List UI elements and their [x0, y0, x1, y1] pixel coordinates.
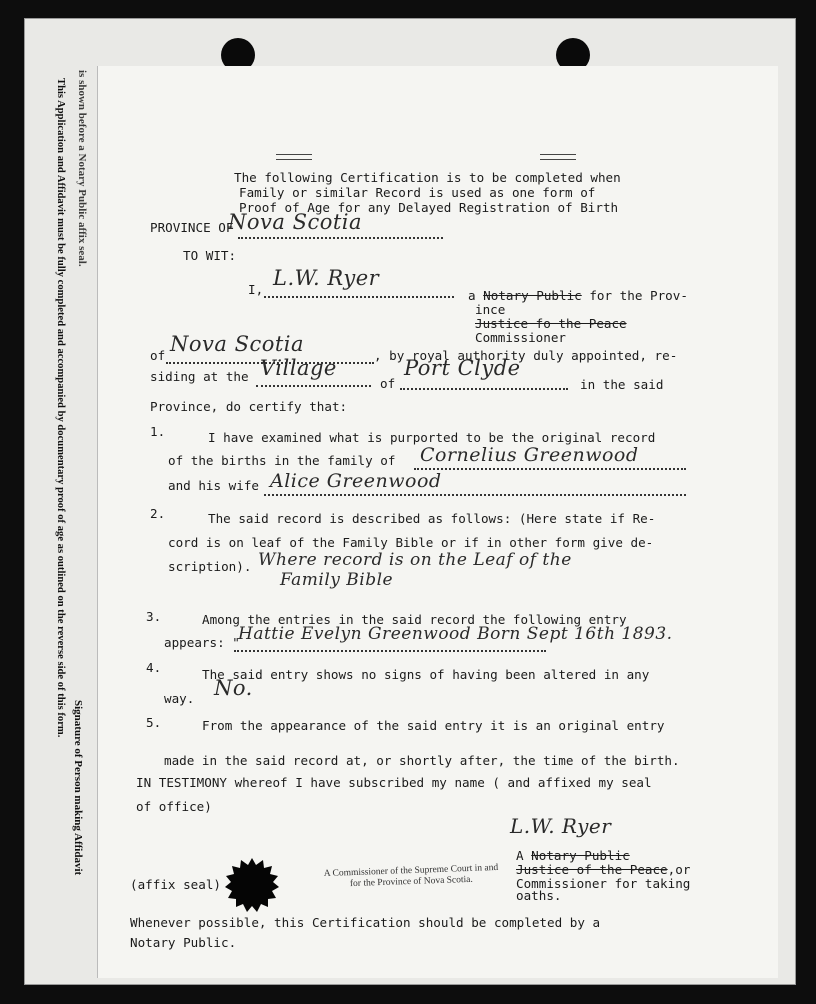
item-5-line-1: From the appearance of the said entry it is an original entry: [202, 718, 665, 733]
signature-value: L.W. Ryer: [510, 814, 612, 838]
of-value: Nova Scotia: [170, 332, 305, 356]
item-4-line-2: way.: [164, 691, 195, 706]
royal-authority: , by royal authority duly appointed, re-: [374, 348, 678, 363]
wife-line: [264, 494, 686, 496]
header-line-1: The following Certification is to be completed when: [234, 170, 621, 185]
entry-line: [234, 650, 546, 652]
residing-value: Village: [260, 356, 337, 380]
side-top-fragment: is shown before a Notary Public affix seal.: [76, 70, 88, 267]
place-line: [400, 388, 568, 390]
testimony-line-2: of office): [136, 799, 212, 814]
residing-label: siding at the: [150, 369, 249, 384]
footer-line-1: Whenever possible, this Certification should be completed by a: [130, 915, 601, 930]
footer-line-2: Notary Public.: [130, 935, 237, 950]
commissioner-option: Commissioner: [475, 330, 566, 345]
sig-notary: A Notary Public: [516, 848, 630, 863]
name-value: L.W. Ryer: [273, 266, 380, 290]
to-wit: TO WIT:: [183, 248, 237, 263]
altered-value: No.: [214, 676, 253, 700]
residing-line: [256, 385, 371, 387]
item-4-line-1: The said entry shows no signs of having been altered in any: [202, 667, 650, 682]
signature-label: Signature of Person making Affidavit: [72, 700, 84, 876]
sig-commissioner-1: Commissioner for taking: [516, 876, 691, 891]
father-value: Cornelius Greenwood: [420, 444, 639, 466]
of-label: of: [150, 348, 166, 363]
sig-commissioner-2: oaths.: [516, 888, 562, 903]
notary-option: a Notary Public for the Prov-: [468, 288, 688, 303]
item-number-4: 4.: [146, 660, 162, 675]
record-value-1: Where record is on the Leaf of the: [258, 550, 572, 570]
item-1-line-2: of the births in the family of: [168, 453, 396, 468]
entry-value: Hattie Evelyn Greenwood Born Sept 16th 1893.: [238, 624, 673, 644]
item-number-2: 2.: [150, 506, 166, 521]
record-value-2: Family Bible: [280, 570, 394, 590]
testimony-line-1: IN TESTIMONY whereof I have subscribed my name ( and affixed my seal: [136, 775, 652, 790]
place-value: Port Clyde: [404, 356, 521, 380]
item-number-1: 1.: [150, 424, 166, 439]
item-1-line-3: and his wife: [168, 478, 259, 493]
item-number-5: 5.: [146, 715, 162, 730]
header-line-2: Family or similar Record is used as one form of: [239, 185, 596, 200]
of-label-2: of: [380, 376, 396, 391]
province-certify: Province, do certify that:: [150, 399, 348, 414]
province-label: PROVINCE OF: [150, 220, 234, 235]
province-value: Nova Scotia: [228, 210, 363, 234]
header-mark: [276, 154, 312, 160]
header-line-3: Proof of Age for any Delayed Registration of Birth: [239, 200, 619, 215]
i-label: I,: [248, 282, 264, 297]
notary-seal-icon: [225, 858, 279, 912]
header-mark: [540, 154, 576, 160]
wife-value: Alice Greenwood: [270, 470, 442, 492]
item-3-line-2: appears: ": [164, 635, 240, 650]
commissioner-stamp: A Commissioner of the Supreme Court in and for the Province of Nova Scotia.: [323, 862, 499, 890]
item-1-line-1: I have examined what is purported to be the original record: [208, 430, 656, 445]
ince-text: ince: [475, 302, 506, 317]
father-line: [414, 468, 686, 470]
item-3-line-1: Among the entries in the said record the following entry: [202, 612, 627, 627]
name-line: [264, 296, 454, 298]
certification-sheet: [97, 66, 778, 978]
justice-option: Justice fo the Peace: [475, 316, 627, 331]
item-5-line-2: made in the said record at, or shortly after, the time of the birth.: [164, 753, 680, 768]
item-number-3: 3.: [146, 609, 162, 624]
in-said: in the said: [580, 377, 664, 392]
sig-justice: Justice of the Peace,or: [516, 862, 691, 877]
item-2-line-3: scription).: [168, 559, 252, 574]
item-2-line-1: The said record is described as follows: (Here state if Re-: [208, 511, 656, 526]
province-line: [238, 237, 443, 239]
item-2-line-2: cord is on leaf of the Family Bible or if in other form give de-: [168, 535, 654, 550]
affix-seal: (affix seal): [130, 877, 221, 892]
side-note: This Application and Affidavit must be fully completed and accompanied by documentary proof of age as outlined on the reverse side of this form.: [55, 78, 66, 738]
